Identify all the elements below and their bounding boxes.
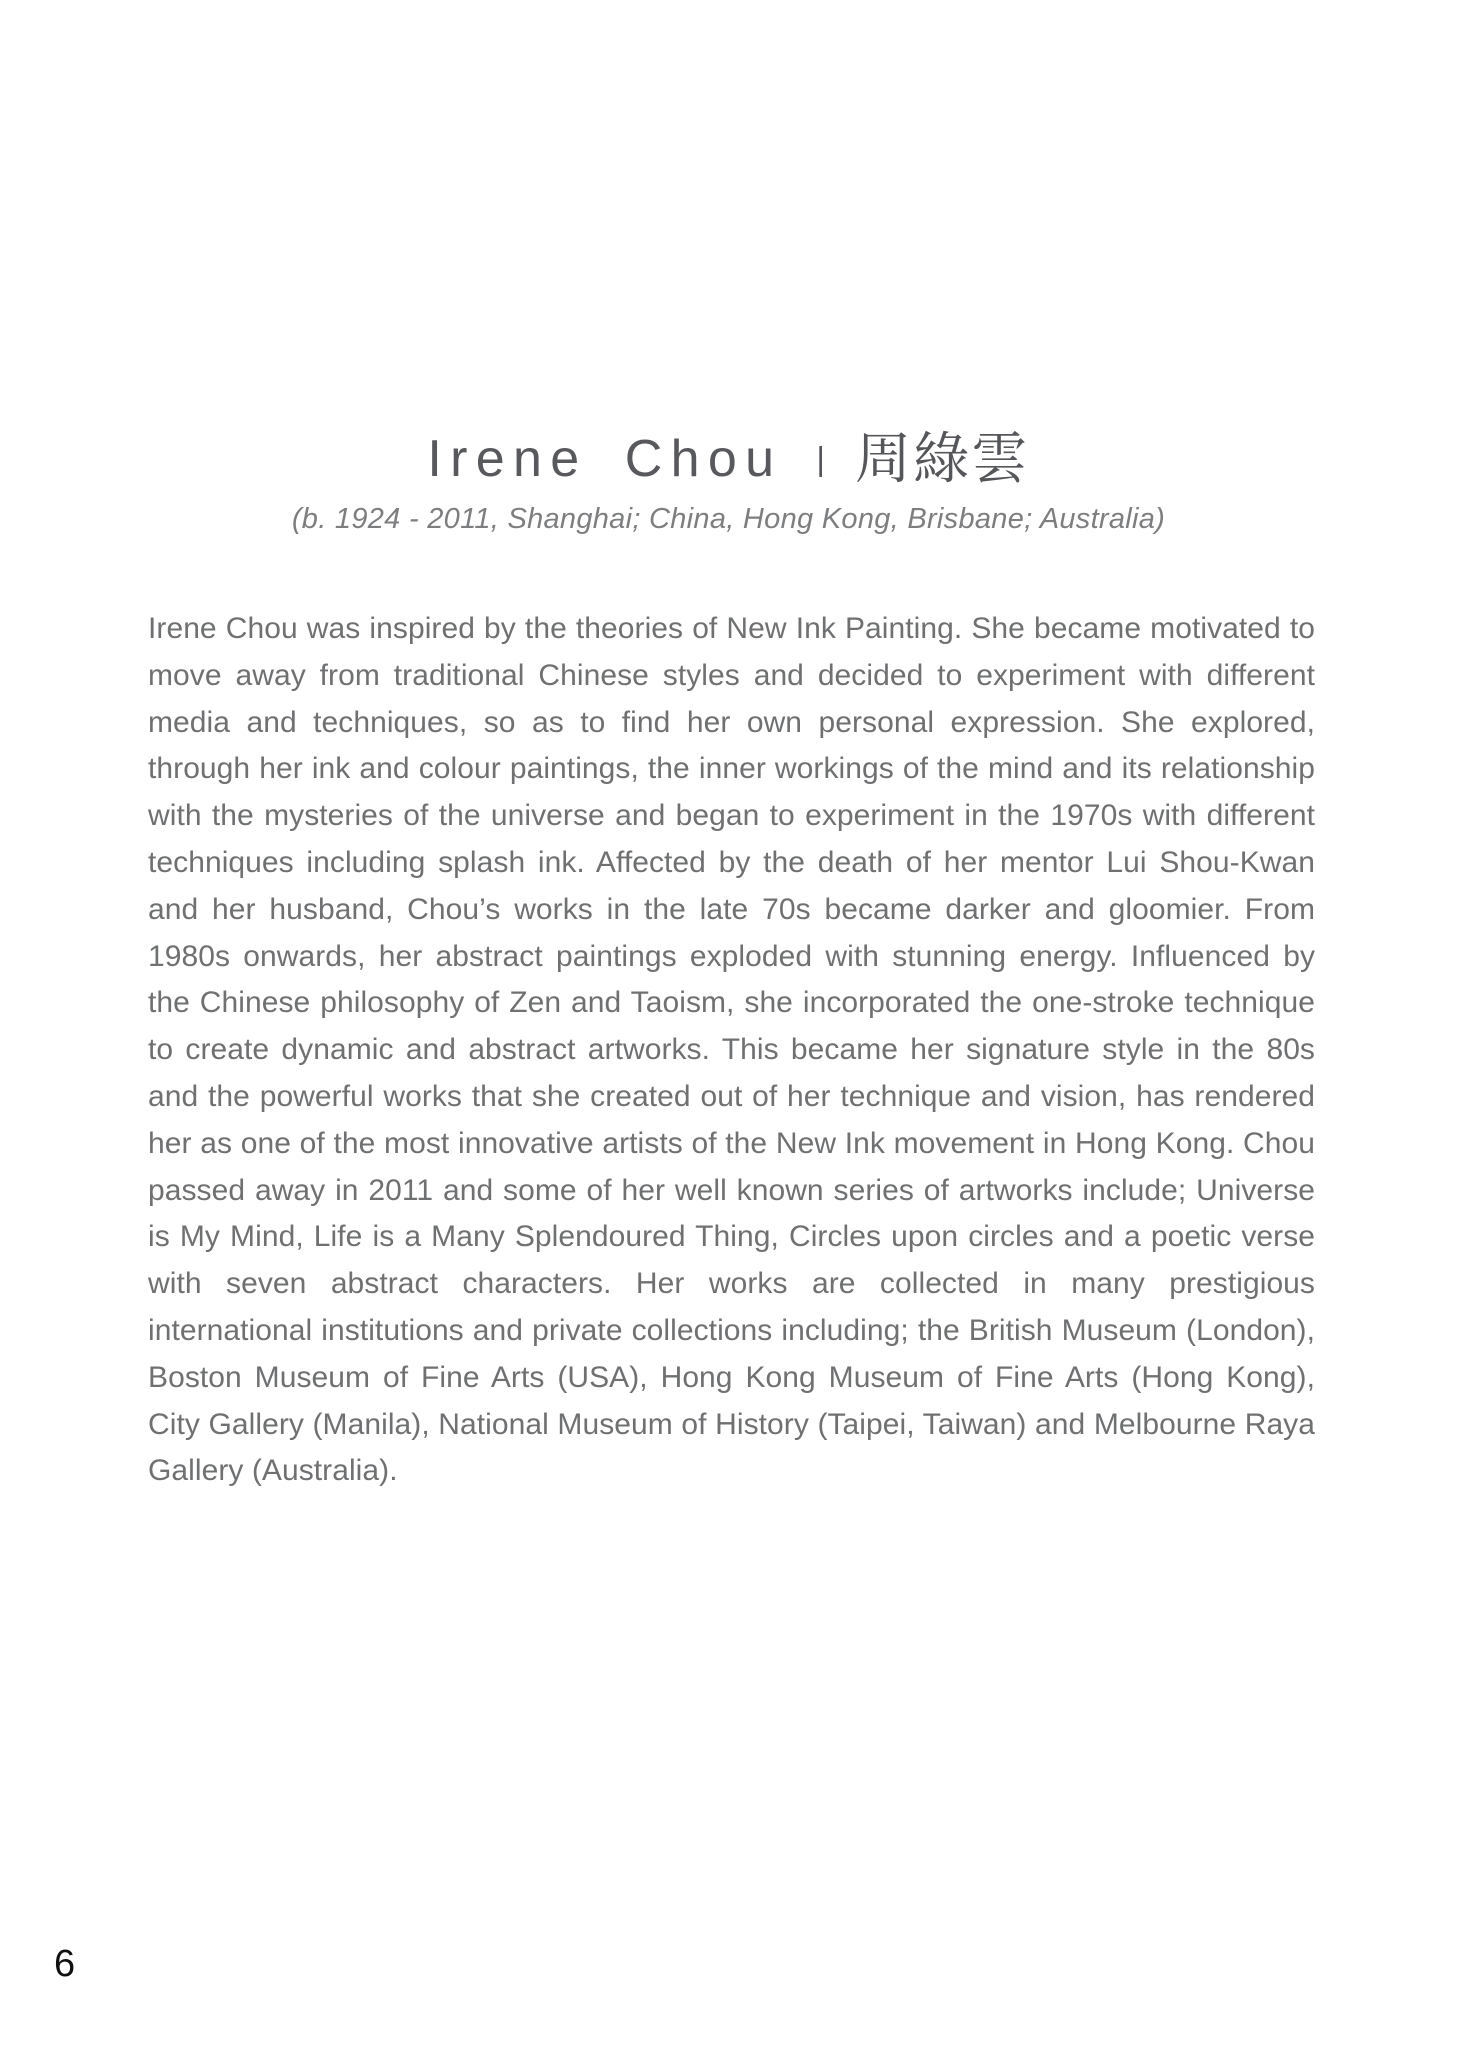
biography-paragraph: Irene Chou was inspired by the theories of New Ink Painting. She became motivated to move away from traditional Chinese styles and decided to experiment with different media and techniques, so as to find her own personal expression. She explored, through her ink and colour paintings, the inner workings of the mind and its relationship with the mysteries of the universe and began to experiment in the 1970s with different techniques including splash ink. Affected by the death of her mentor Lui Shou-Kwan and her husband, Chou’s works in the late 70s became darker and gloomier. From 1980s onwards, her abstract paintings exploded with stunning energy. Influenced by the Chinese philosophy of Zen and Taoism, she incorporated the one-stroke technique to create dynamic and abstract artworks. This became her signature style in the 80s and the powerful works that she created out of her technique and vision, has rendered her as one of the most innovative artists of the New Ink movement in Hong Kong. Chou passed away in 2011 and some of her well known series of artworks include; Universe is My Mind, Life is a Many Splendoured Thing, Circles upon circles and a poetic verse with seven abstract characters. Her works are collected in many prestigious international institutions and private collections including; the British Museum (London), Boston Museum of Fine Arts (USA), Hong Kong Museum of Fine Arts (Hong Kong), City Gallery (Manila), National Museum of History (Taipei, Taiwan) and Melbourne Raya Gallery (Australia). xyxy=(148,612,1315,1488)
artist-name-latin: Irene Chou xyxy=(427,430,783,488)
artist-name-chinese: 周綠雲 xyxy=(854,427,1030,490)
page-number: 6 xyxy=(54,1943,76,1985)
artist-header xyxy=(0,428,1457,536)
artist-title xyxy=(0,428,1457,490)
artist-lifespan: (b. 1924 - 2011, Shanghai; China, Hong Kong, Brisbane; Australia) xyxy=(291,502,1166,535)
title-divider: | xyxy=(816,440,825,477)
